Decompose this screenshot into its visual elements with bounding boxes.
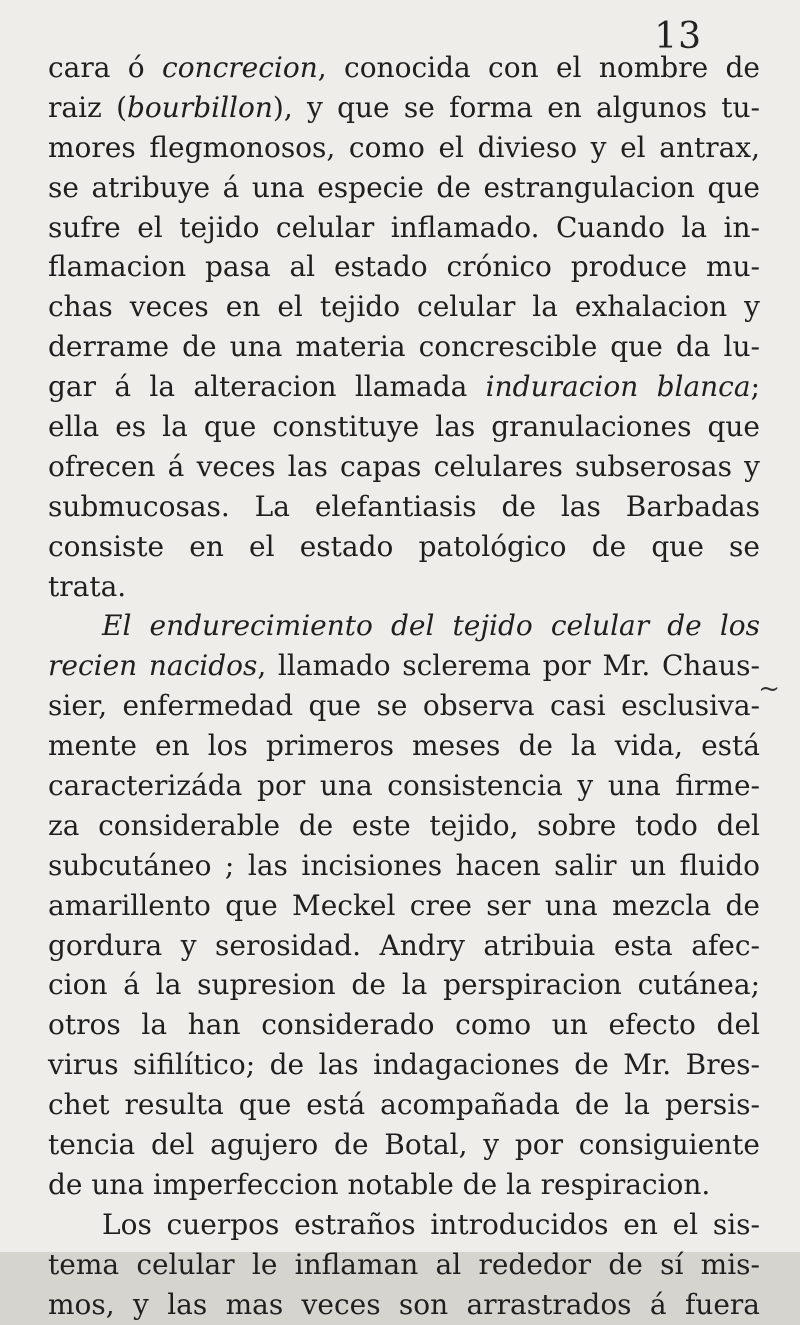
text-line: raiz (bourbillon), y que se forma en algunos tu- [48,90,761,124]
text-line: sier, enfermedad que se observa casi esclusiva- [48,689,760,723]
text-line: subcutáneo ; las incisiones hacen salir un fluido [48,848,760,882]
text-line: mores flegmonosos, como el divieso y el antrax, [48,130,760,164]
text-line: derrame de una materia concrescible que da lu- [48,330,760,364]
text-line: virus sifilítico; de las indagaciones de Mr. Bres- [48,1048,760,1082]
text-line: caracterizáda por una consistencia y una firme- [48,769,760,803]
text-line: mente en los primeros meses de la vida, está [48,729,760,763]
text-line: tema celular le inflaman al rededor de sí mis- [48,1247,760,1281]
text-line: za considerable de este tejido, sobre todo del [48,808,760,842]
text-line: ella es la que constituye las granulaciones que [48,410,760,444]
text-line: trata. [48,569,127,603]
body-text [48,48,760,1325]
text-line: gar á la alteracion llamada induracion blanca; [48,370,760,404]
text-line: ofrecen á veces las capas celulares subserosas y [48,449,760,483]
paragraph-start: Los cuerpos estraños introducidos en el sis- [102,1207,760,1241]
text-line: se atribuye á una especie de estrangulacion que [48,170,760,204]
text-line: cion á la supresion de la perspiracion cutánea; [48,968,760,1002]
text-line: mos, y las mas veces son arrastrados á fuera [48,1287,760,1321]
margin-mark: ~ [758,674,780,704]
text-line: sufre el tejido celular inflamado. Cuando la in- [48,210,760,244]
text-line: recien nacidos, llamado sclerema por Mr. Chaus- [48,649,761,683]
text-line: chet resulta que está acompañada de la persis- [48,1088,760,1122]
text-line: otros la han considerado como un efecto del [48,1008,760,1042]
text-line: cara ó concrecion, conocida con el nombre de [48,51,760,84]
text-line: consiste en el estado patológico de que se [48,529,760,563]
text-line: gordura y serosidad. Andry atribuia esta afec- [48,928,760,962]
text-line: submucosas. La elefantiasis de las Barbadas [48,489,760,523]
page-number: 13 [654,16,702,57]
text-line: amarillento que Meckel cree ser una mezcla de [48,888,760,922]
text-line: tencia del agujero de Botal, y por consiguiente [48,1128,760,1162]
text-line: de una imperfeccion notable de la respiracion. [48,1167,711,1201]
text-line: flamacion pasa al estado crónico produce mu- [48,250,760,284]
text-line: chas veces en el tejido celular la exhalacion y [48,290,760,324]
paragraph-start: El endurecimiento del tejido celular de los [102,609,760,643]
